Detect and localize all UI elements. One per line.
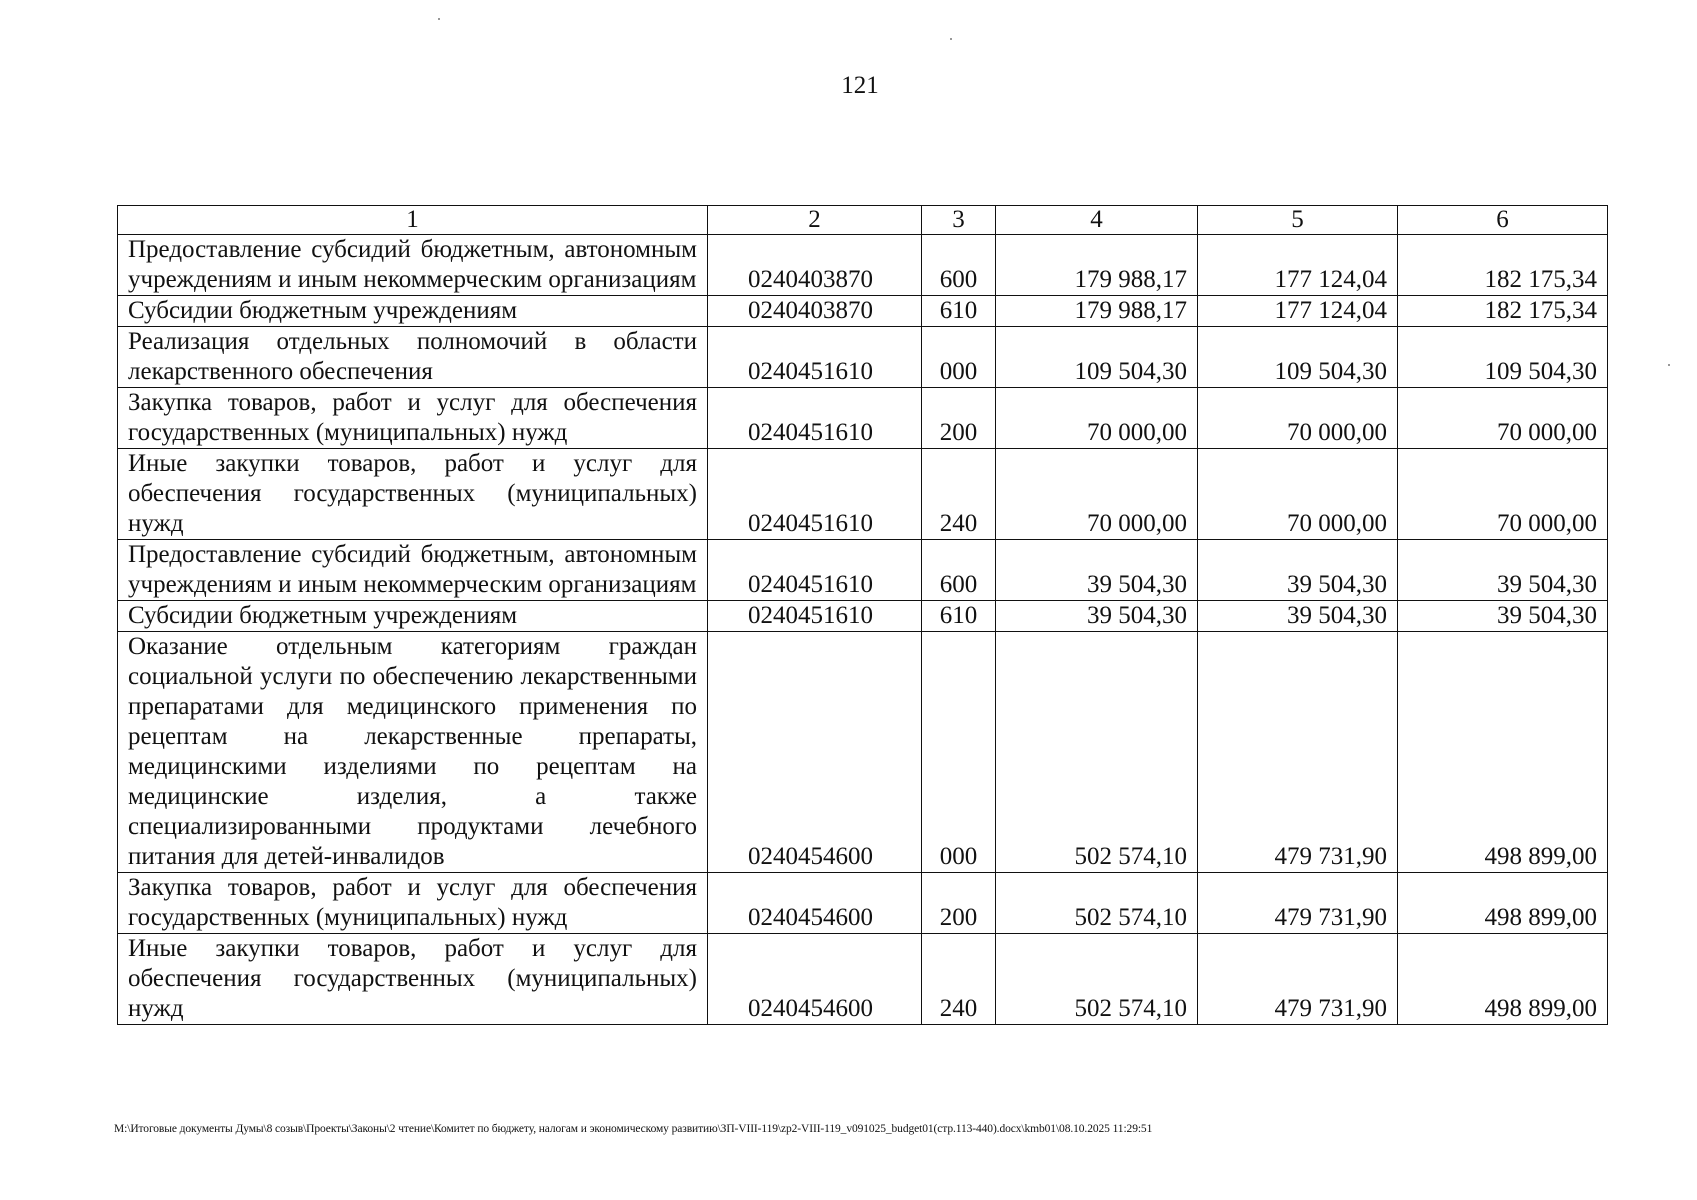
amount-col5-cell: 109 504,30 <box>1198 327 1398 388</box>
description-cell: Предоставление субсидий бюджетным, автономным учреждениям и иным некоммерческим организациям <box>118 540 708 601</box>
table-row <box>118 873 1608 934</box>
description-cell: Субсидии бюджетным учреждениям <box>118 601 708 632</box>
table-header-row <box>118 206 1608 235</box>
header-cell-4: 4 <box>996 206 1198 235</box>
amount-col4-cell: 179 988,17 <box>996 296 1198 327</box>
target-code-cell: 0240451610 <box>708 540 922 601</box>
header-cell-1: 1 <box>118 206 708 235</box>
amount-col4-cell: 502 574,10 <box>996 873 1198 934</box>
expense-type-cell: 600 <box>922 540 996 601</box>
amount-col4-cell: 70 000,00 <box>996 388 1198 449</box>
amount-col5-cell: 70 000,00 <box>1198 449 1398 540</box>
target-code-cell: 0240454600 <box>708 934 922 1025</box>
scan-speck <box>438 18 440 20</box>
expense-type-cell: 200 <box>922 873 996 934</box>
target-code-cell: 0240403870 <box>708 296 922 327</box>
description-cell: Предоставление субсидий бюджетным, автономным учреждениям и иным некоммерческим организациям <box>118 235 708 296</box>
table-row <box>118 632 1608 873</box>
budget-table-body <box>118 206 1608 1025</box>
header-cell-6: 6 <box>1398 206 1608 235</box>
amount-col5-cell: 479 731,90 <box>1198 873 1398 934</box>
budget-table <box>117 205 1608 1025</box>
expense-type-cell: 240 <box>922 449 996 540</box>
amount-col4-cell: 179 988,17 <box>996 235 1198 296</box>
header-cell-3: 3 <box>922 206 996 235</box>
amount-col4-cell: 109 504,30 <box>996 327 1198 388</box>
amount-col4-cell: 70 000,00 <box>996 449 1198 540</box>
table-row <box>118 449 1608 540</box>
target-code-cell: 0240451610 <box>708 449 922 540</box>
document-file-path: M:\Итоговые документы Думы\8 созыв\Проекты\Законы\2 чтение\Комитет по бюджету, налогам и экономическому развитию\ЗП-VIII-119\zp2-VIII-119_v091025_budget01(стр.113-440).docx\kmb01\08.10.2025 11:29:51 <box>114 1123 1153 1135</box>
amount-col6-cell: 498 899,00 <box>1398 873 1608 934</box>
target-code-cell: 0240451610 <box>708 388 922 449</box>
amount-col6-cell: 39 504,30 <box>1398 601 1608 632</box>
amount-col5-cell: 177 124,04 <box>1198 235 1398 296</box>
amount-col6-cell: 70 000,00 <box>1398 449 1608 540</box>
amount-col6-cell: 109 504,30 <box>1398 327 1608 388</box>
amount-col4-cell: 502 574,10 <box>996 934 1198 1025</box>
expense-type-cell: 000 <box>922 327 996 388</box>
amount-col4-cell: 39 504,30 <box>996 601 1198 632</box>
description-cell: Иные закупки товаров, работ и услуг для обеспечения государственных (муниципальных) нужд <box>118 449 708 540</box>
description-cell: Субсидии бюджетным учреждениям <box>118 296 708 327</box>
amount-col5-cell: 177 124,04 <box>1198 296 1398 327</box>
expense-type-cell: 240 <box>922 934 996 1025</box>
expense-type-cell: 600 <box>922 235 996 296</box>
scan-speck <box>1668 364 1670 366</box>
target-code-cell: 0240451610 <box>708 327 922 388</box>
amount-col4-cell: 502 574,10 <box>996 632 1198 873</box>
table-row <box>118 601 1608 632</box>
description-cell: Реализация отдельных полномочий в области лекарственного обеспечения <box>118 327 708 388</box>
expense-type-cell: 610 <box>922 601 996 632</box>
target-code-cell: 0240454600 <box>708 632 922 873</box>
target-code-cell: 0240454600 <box>708 873 922 934</box>
description-cell: Иные закупки товаров, работ и услуг для обеспечения государственных (муниципальных) нужд <box>118 934 708 1025</box>
expense-type-cell: 200 <box>922 388 996 449</box>
description-cell: Закупка товаров, работ и услуг для обеспечения государственных (муниципальных) нужд <box>118 873 708 934</box>
expense-type-cell: 000 <box>922 632 996 873</box>
table-row <box>118 388 1608 449</box>
description-cell: Оказание отдельным категориям граждан социальной услуги по обеспечению лекарственными препаратами для медицинского применения по рецептам на лекарственные препараты, медицинскими изделиями по рецептам на медицинские изделия, а также специализированными продуктами лечебного питания для детей-инвалидов <box>118 632 708 873</box>
amount-col5-cell: 479 731,90 <box>1198 934 1398 1025</box>
description-cell: Закупка товаров, работ и услуг для обеспечения государственных (муниципальных) нужд <box>118 388 708 449</box>
amount-col5-cell: 70 000,00 <box>1198 388 1398 449</box>
header-cell-2: 2 <box>708 206 922 235</box>
amount-col6-cell: 182 175,34 <box>1398 235 1608 296</box>
amount-col6-cell: 70 000,00 <box>1398 388 1608 449</box>
amount-col4-cell: 39 504,30 <box>996 540 1198 601</box>
amount-col6-cell: 498 899,00 <box>1398 934 1608 1025</box>
header-cell-5: 5 <box>1198 206 1398 235</box>
target-code-cell: 0240403870 <box>708 235 922 296</box>
page-number: 121 <box>841 72 879 99</box>
amount-col6-cell: 498 899,00 <box>1398 632 1608 873</box>
expense-type-cell: 610 <box>922 296 996 327</box>
table-row <box>118 934 1608 1025</box>
amount-col6-cell: 182 175,34 <box>1398 296 1608 327</box>
amount-col5-cell: 479 731,90 <box>1198 632 1398 873</box>
table-row <box>118 235 1608 296</box>
target-code-cell: 0240451610 <box>708 601 922 632</box>
scan-speck <box>950 38 952 40</box>
amount-col5-cell: 39 504,30 <box>1198 601 1398 632</box>
amount-col5-cell: 39 504,30 <box>1198 540 1398 601</box>
table-row <box>118 540 1608 601</box>
amount-col6-cell: 39 504,30 <box>1398 540 1608 601</box>
table-row <box>118 296 1608 327</box>
table-row <box>118 327 1608 388</box>
